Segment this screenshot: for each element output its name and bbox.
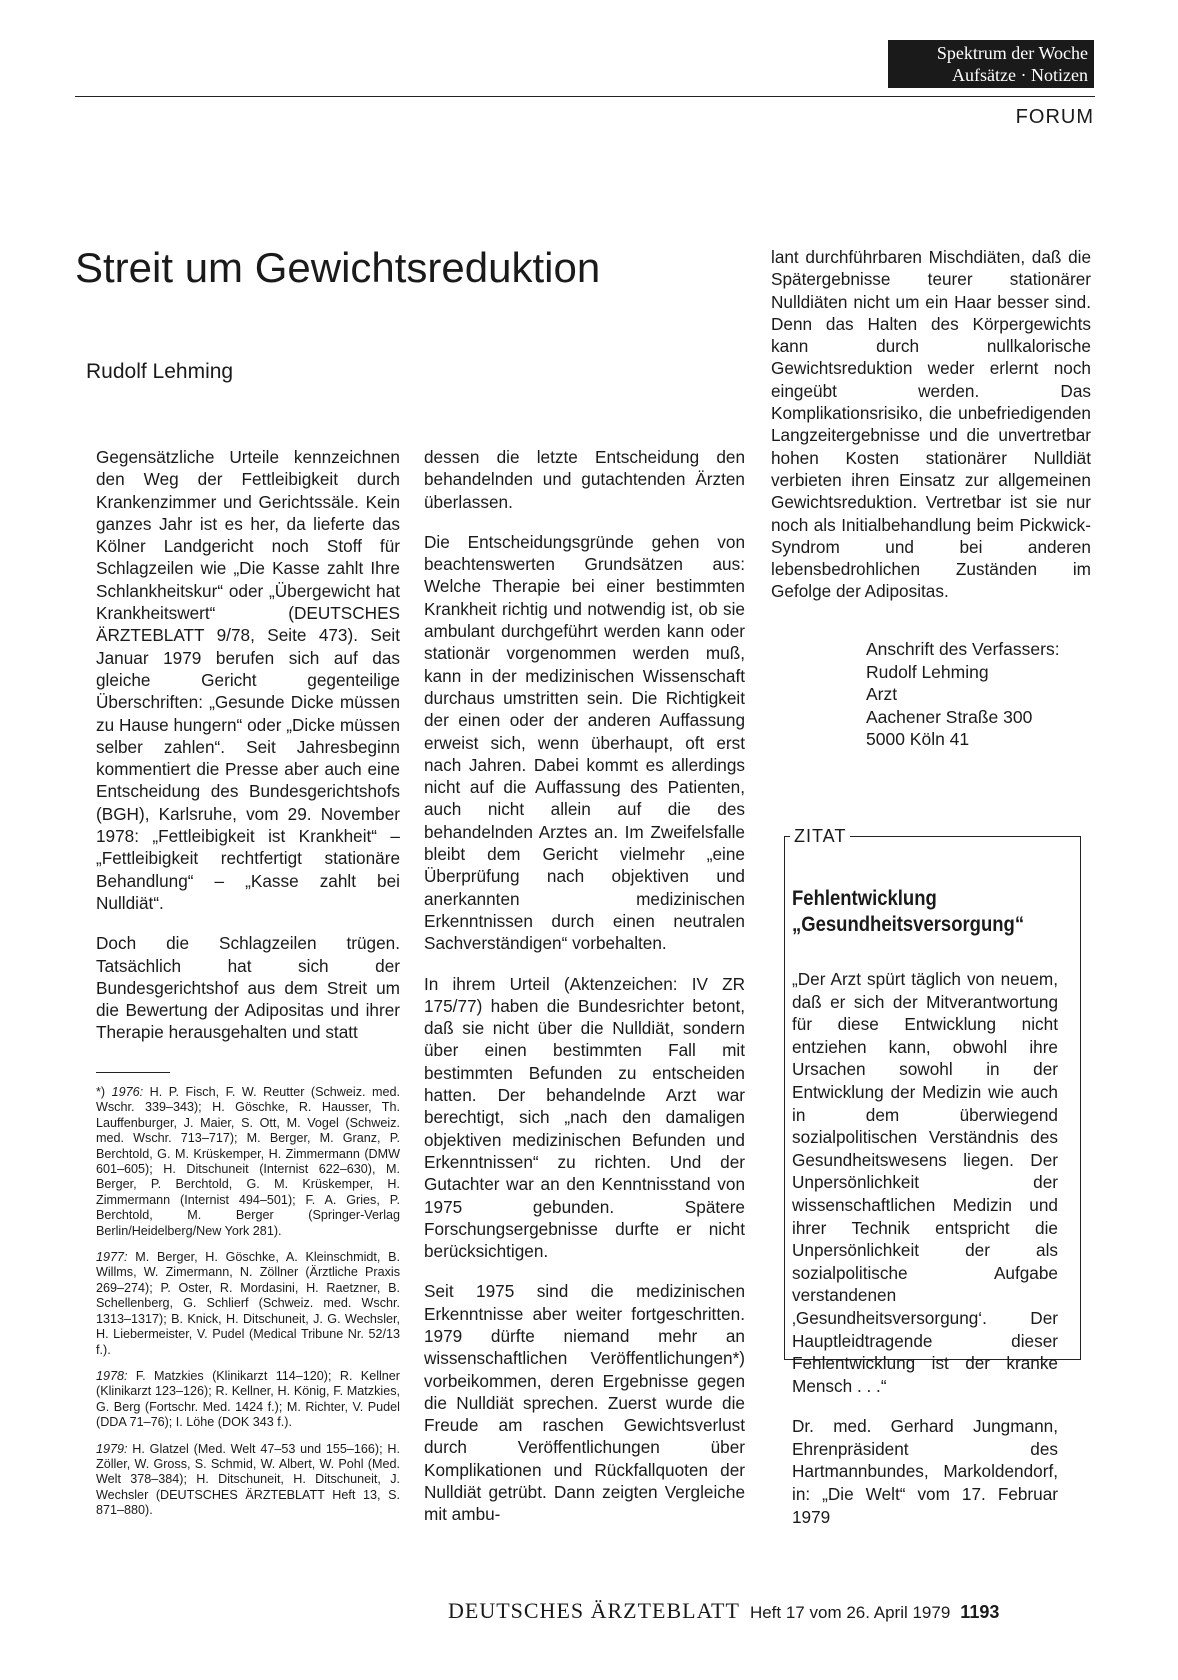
article-author: Rudolf Lehming xyxy=(86,360,234,383)
paragraph: In ihrem Urteil (Aktenzeichen: IV ZR 175/77) haben die Bundesrichter betont, daß sie nicht über die Nulldiät, sondern über einen bestimmten Fall mit bestimmten Befunden zu entscheiden hatten. Der behandelnde Arzt war berechtigt, sich „nach den damaligen objektiven medizinischen Befunden und Erkenntnissen“ zu richten. Und der Gutachter war an den Kenntnisstand von 1975 gebunden. Spätere Forschungsergebnisse durfte er nicht berücksichtigen. xyxy=(424,973,745,1262)
page-number: 1193 xyxy=(960,1602,1000,1622)
quote-title-line-2: „Gesundheitsversorgung“ xyxy=(792,913,1025,936)
issue-info: Heft 17 vom 26. April 1979 xyxy=(749,1603,951,1622)
footnotes xyxy=(96,1085,400,1530)
badge-line-1: Spektrum der Woche xyxy=(936,43,1088,63)
badge-line-2: Aufsätze · Notizen xyxy=(952,65,1088,85)
paragraph: dessen die letzte Entscheidung den behandelnden und gutachtenden Ärzten überlassen. xyxy=(424,447,745,512)
footnote-text: H. Glatzel (Med. Welt 47–53 und 155–166); H. Zöller, W. Gross, S. Schmid, W. Albert, W. Pohl (Med. Welt 378–384); H. Ditschuneit, H. Ditschuneit, J. Wechsler (DEUTSCHES ÄRZTEBLATT Heft 13, S. 871–880). xyxy=(96,1441,400,1518)
column-1 xyxy=(96,446,400,1062)
paragraph: Doch die Schlagzeilen trügen. Tatsächlich hat sich der Bundesgerichtshof aus dem Streit um die Bewertung der Adipositas und ihrer Therapie herausgehalten und statt xyxy=(96,933,400,1043)
footnote-separator xyxy=(96,1072,170,1073)
address-line: 5000 Köln 41 xyxy=(866,729,970,749)
paragraph: Gegensätzliche Urteile kennzeichnen den Weg der Fettleibigkeit durch Krankenzimmer und Gerichtssäle. Kein ganzes Jahr ist es her, da lieferte das Kölner Landgericht noch Stoff für Schlagzeilen wie „Die Kasse zahlt Ihre Schlankheitskur“ oder „Übergewicht hat Krankheitswert“ (DEUTSCHES ÄRZTEBLATT 9/78, Seite 473). Seit Januar 1979 berufen sich auf das gleiche Gericht gegenteilige Überschriften: „Gesunde Dicke müssen zu Hause hungern“ oder „Dicke müssen selber zahlen“. Seit Jahresbeginn kommentiert die Presse aber auch eine Entscheidung des Bundesgerichtshofs (BGH), Karlsruhe, vom 29. November 1978: „Fettleibigkeit ist Krankheit“ – „Fettleibigkeit rechtfertigt stationäre Behandlung“ – „Kasse zahlt bei Nulldiät“. xyxy=(96,447,400,913)
footnote-text: F. Matzkies (Klinikarzt 114–120); R. Kellner (Klinikarzt 123–126); R. Kellner, H. König, F. Matzkies, G. Berg (Fortschr. Med. 1424 f.); M. Richter, V. Pudel (DDA 71–76); I. Löhe (DOK 343 f.). xyxy=(96,1368,400,1430)
quote-source: Dr. med. Gerhard Jungmann, Ehrenpräsident des Hartmannbundes, Markoldendorf, in: „Die Welt“ vom 17. Februar 1979 xyxy=(792,1416,1058,1527)
address-line: Aachener Straße 300 xyxy=(866,706,1033,727)
footnote-marker: *) xyxy=(96,1085,112,1099)
quote-body xyxy=(792,968,1058,1546)
quote-label: ZITAT xyxy=(790,826,850,847)
address-line: Anschrift des Verfassers: xyxy=(866,639,1060,659)
column-3 xyxy=(771,246,1091,621)
column-2 xyxy=(424,446,745,1544)
section-label: FORUM xyxy=(1015,106,1094,128)
quote-text: „Der Arzt spürt täglich von neuem, daß er sich der Mitverantwortung für diese Entwicklung nicht entziehen kann, obwohl ihre Ursachen sowohl in der Entwicklung der Medizin wie auch in dem überwiegend sozialpolitischen Verständnis des Gesundheitswesens liegen. Der Unpersönlichkeit der wissenschaftlichen Medizin und ihrer Technik entspricht die Unpersönlichkeit der als sozialpolitische Aufgabe verstandenen ‚Gesundheitsversorgung‘. Der Hauptleidtragende dieser Fehlentwicklung ist der kranke Mensch . . .“ xyxy=(792,969,1058,1396)
footnote xyxy=(96,1250,400,1358)
address-line: Arzt xyxy=(866,684,898,704)
footnote-text: M. Berger, H. Göschke, A. Kleinschmidt, B. Willms, W. Zimermann, N. Zöllner (Ärztliche Praxis 269–274); P. Oster, R. Mordasini, H. Raetzner, B. Schellenberg, G. Schlierf (Schweiz. med. Wschr. 1313–1317); B. Knick, H. Ditschuneit, J. G. Wechsler, H. Liebermeister, V. Pudel (Medical Tribune Nr. 52/13 f.). xyxy=(96,1250,400,1357)
footnote-year: 1977: xyxy=(96,1250,128,1265)
footnote xyxy=(96,1442,400,1519)
address-line: Rudolf Lehming xyxy=(866,661,989,682)
article-title: Streit um Gewichtsreduktion xyxy=(75,244,601,291)
footnote-year: 1976: xyxy=(111,1085,144,1099)
paragraph: Die Entscheidungsgründe gehen von beachtenswerten Grundsätzen aus: Welche Therapie bei einer bestimmten Krankheit richtig und notwendig ist, ob sie ambulant durchgeführt werden kann oder stationär vorgenommen werden muß, kann in der medizinischen Wissenschaft durchaus umstritten sein. Die Richtigkeit der einen oder der anderen Auffassung erweist sich, wenn überhaupt, oft erst nach Jahren. Dabei kommt es allerdings nicht auf die Auffassung des Patienten, auch nicht allein auf die des behandelnden Arztes an. Im Zweifelsfalle bleibt dem Gericht vielmehr „eine Überprüfung nach objektiven und anerkannten medizinischen Erkenntnissen durch einen neutralen Sachverständigen“ vorbehalten. xyxy=(424,531,745,954)
paragraph: Seit 1975 sind die medizinischen Erkenntnisse aber weiter fortgeschritten. 1979 dürfte niemand mehr an wissenschaftlichen Veröffentlichungen*) vorbeikommen, deren Ergebnisse gegen die Nulldiät sprechen. Zuerst wurde die Freude am raschen Gewichtsverlust durch Veröffentlichungen über Komplikationen und Rückfallquoten der Nulldiät getrübt. Dann zeigten Vergleiche mit ambu- xyxy=(424,1281,745,1525)
quote-title xyxy=(792,886,1044,938)
quote-title-line-1: Fehlentwicklung xyxy=(792,887,937,910)
paragraph: lant durchführbaren Mischdiäten, daß die Spätergebnisse teurer stationärer Nulldiäten nicht um ein Haar besser sind. Denn das Halten des Körpergewichts kann durch nullkalorische Gewichtsreduktion weder erlernt noch eingeübt werden. Das Komplikationsrisiko, die unbefriedigenden Langzeitergebnisse und die unvertretbar hohen Kosten stationärer Nulldiät verbieten ihren Einsatz zur allgemeinen Gewichtsreduktion. Vertretbar ist sie nur noch als Initialbehandlung beim Pickwick-Syndrom und bei anderen lebensbedrohlichen Zuständen im Gefolge der Adipositas. xyxy=(771,247,1091,602)
section-badge xyxy=(888,40,1094,88)
footnote xyxy=(96,1369,400,1431)
footnote-year: 1979: xyxy=(96,1441,128,1456)
journal-name: DEUTSCHES ÄRZTEBLATT xyxy=(448,1598,740,1623)
footnote xyxy=(96,1085,400,1239)
footnote-text: H. P. Fisch, F. W. Reutter (Schweiz. med. Wschr. 339–343); H. Göschke, R. Hausser, Th. Lauffenburger, J. Maier, S. Ott, M. Vogel (Schweiz. med. Wschr. 713–717); M. Berger, M. Granz, P. Berchtold, G. M. Krüskemper, H. Zimmermann (DMW 601–605); H. Ditschuneit (Internist 622–630), M. Berger, P. Berchtold, G. M. Krüskemper, H. Zimmermann (Internist 494–501); F. A. Gries, P. Berchtold, M. Berger (Springer-Verlag Berlin/Heidelberg/New York 281). xyxy=(96,1085,400,1238)
author-address xyxy=(866,638,1060,751)
footnote-year: 1978: xyxy=(96,1368,128,1383)
header-rule xyxy=(75,96,1095,97)
page-footer xyxy=(448,1598,999,1624)
